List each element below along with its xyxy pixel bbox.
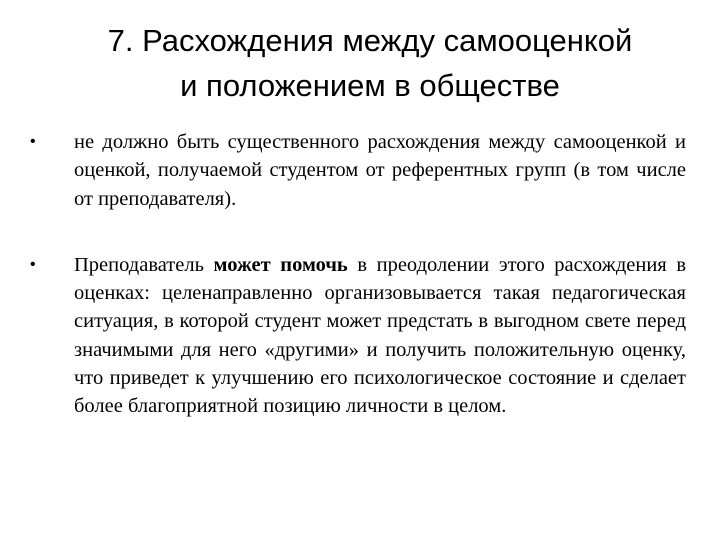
slide-title-line-2: и положением в обществе xyxy=(180,68,560,103)
bullet-icon: • xyxy=(30,255,36,273)
bullet-list xyxy=(30,128,686,421)
bullet-text-1: не должно быть существенного расхождения между самооценкой и оценкой, получаемой студентом от референтных групп (в том числе от преподавателя). xyxy=(74,131,686,210)
bullet-item-1 xyxy=(30,128,686,213)
bullet-item-2 xyxy=(30,251,686,421)
slide-title-line-1: 7. Расхождения между самооценкой xyxy=(107,23,633,58)
bullet-text-2-after: в преодолении этого расхождения в оценках: целенаправленно организовывается такая педагогическая ситуация, в которой студент может предстать в выгодном свете перед значимыми для него «другими» и получить положительную оценку, что приведет к улучшению его психологическое состояние и сделает более благоприятной позицию личности в целом. xyxy=(74,253,686,418)
bullet-text-2-before: Преподаватель xyxy=(74,253,214,276)
bullet-text-2-bold: может помочь xyxy=(213,253,348,276)
bullet-icon: • xyxy=(30,133,36,150)
slide-title xyxy=(60,18,680,108)
